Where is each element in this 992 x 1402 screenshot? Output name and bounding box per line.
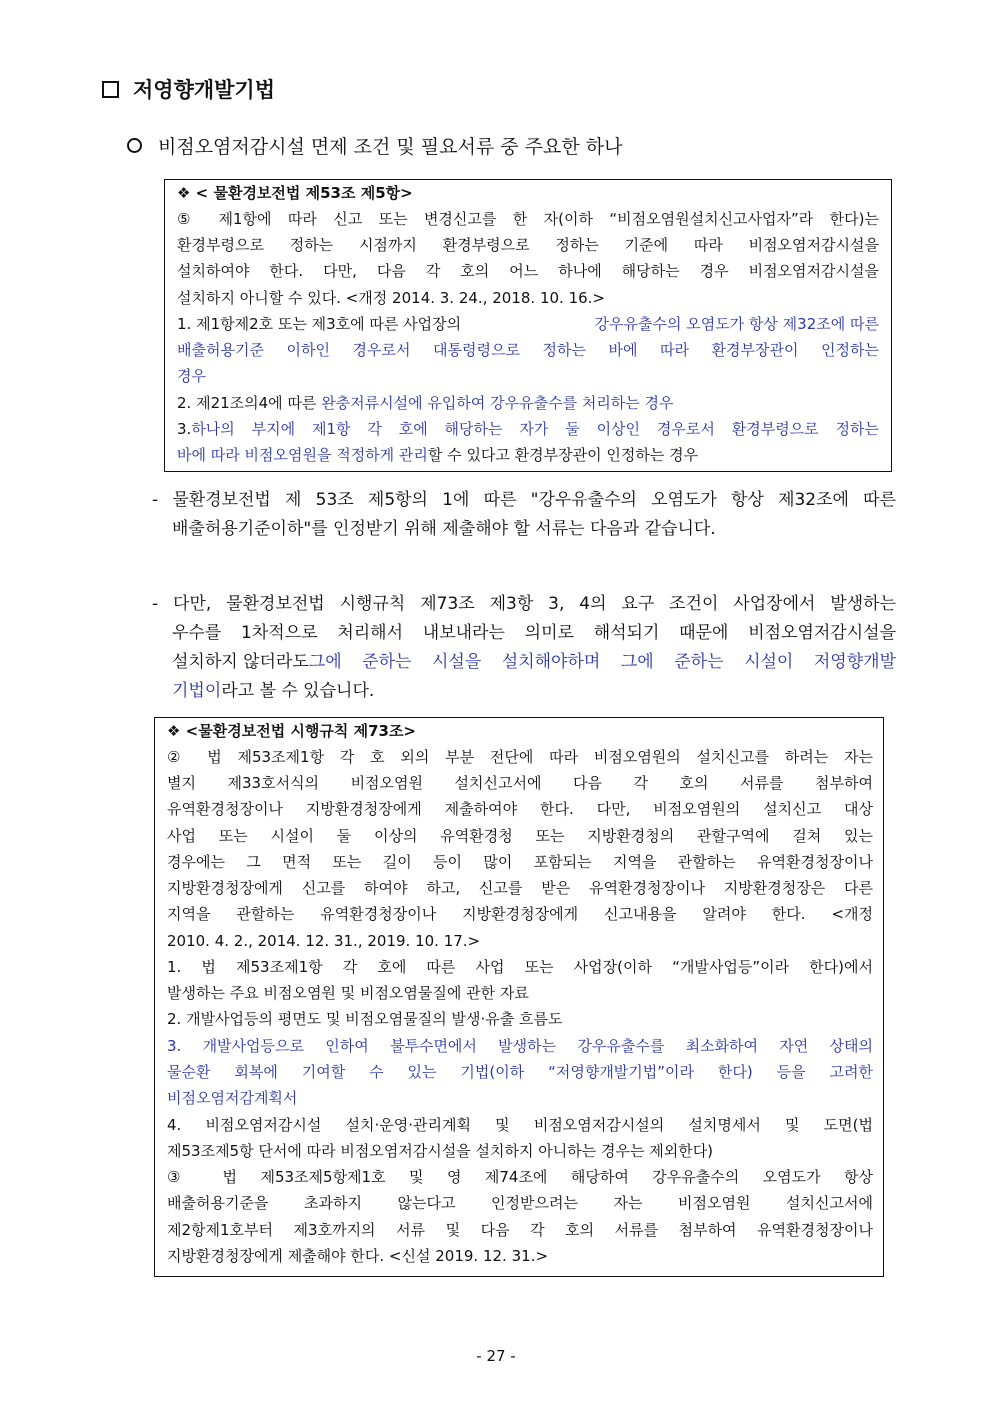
checkbox-square-icon (102, 81, 119, 98)
box-text-line: 지방환경청장에게 신고를 하여야 하고, 신고를 받은 유역환경청장이나 지방환경청장은 다른 (167, 879, 873, 897)
box-text-line: 경우에는 그 면적 또는 길이 등이 많이 포함되는 지역을 관할하는 유역환경청장이나 (167, 853, 873, 871)
box-text-line: 배출허용기준을 초과하지 않는다고 인정받으려는 자는 비점오염원 설치신고서에 (167, 1194, 873, 1212)
box-text-segment: 3. (177, 420, 192, 438)
highlighted-text: 비점오염저감계획서 (167, 1089, 298, 1107)
subsection-title-text: 비점오염저감시설 면제 조건 및 필요서류 중 주요한 하나 (158, 136, 623, 158)
box-text-segment: 2. 제21조의4에 따른 (177, 394, 322, 412)
law-excerpt-box-article53 (164, 179, 892, 472)
box-text-line: 4. 비점오염저감시설 설치·운영·관리계획 및 비점오염저감시설의 설치명세서 및 도면(법 (167, 1116, 873, 1134)
highlighted-text: 경우 (177, 367, 206, 385)
paragraph-line: 배출허용기준이하"를 인정받기 위해 제출해야 할 서류는 다음과 같습니다. (172, 519, 716, 539)
box-text-line: 2010. 4. 2., 2014. 12. 31., 2019. 10. 17.> (167, 932, 481, 950)
box-text-line: 제2항제1호부터 제3호까지의 서류 및 다음 각 호의 서류를 첨부하여 유역환경청장이나 (167, 1221, 873, 1239)
page-number: - 27 - (476, 1347, 516, 1365)
subsection-title (127, 132, 622, 159)
highlighted-text: 바에 따라 비점오염원을 적정하게 관리 (177, 446, 428, 464)
section-title (102, 74, 275, 104)
box-text-line: 지방환경청장에게 제출해야 한다. <신설 2019. 12. 31.> (167, 1247, 549, 1265)
highlighted-text: 그에 준하는 시설을 설치해야하며 그에 준하는 시설이 저영향개발 (308, 652, 896, 672)
paragraph-line: 우수를 1차적으로 처리해서 내보내라는 의미로 해석되기 때문에 비점오염저감시설을 (172, 623, 896, 643)
law-excerpt-box-article73 (154, 717, 884, 1277)
box-item-3-line (177, 416, 879, 442)
box-text-line: ③ 법 제53조제5항제1호 및 영 제74조에 해당하여 강우유출수의 오염도가 항상 (167, 1168, 873, 1186)
box-text-line: 사업 또는 시설이 둘 이상의 유역환경청 또는 지방환경청의 관할구역에 걸쳐 있는 (167, 827, 873, 845)
box-heading: ❖ <물환경보전법 시행규칙 제73조> (167, 722, 417, 740)
box-text-line: 별지 제33호서식의 비점오염원 설치신고서에 다음 각 호의 서류를 첨부하여 (167, 774, 873, 792)
box-item-3-line-cont (177, 442, 698, 468)
box-text-line: 설치하여야 한다. 다만, 다음 각 호의 어느 하나에 해당하는 경우 비점오염저감시설을 (177, 262, 879, 280)
section-title-text: 저영향개발기법 (133, 78, 276, 102)
box-text-line: 환경부령으로 정하는 시점까지 환경부령으로 정하는 기준에 따라 비점오염저감시설을 (177, 236, 879, 254)
box-heading: ❖ < 물환경보전법 제53조 제5항> (177, 184, 413, 202)
highlighted-text: 3. 개발사업등으로 인하여 불투수면에서 발생하는 강우유출수를 최소화하여 자연 상태의 (167, 1037, 873, 1055)
paragraph-text-segment: 설치하지 않더라도 (172, 652, 309, 672)
paragraph-line: - 다만, 물환경보전법 시행규칙 제73조 제3항 3, 4의 요구 조건이 사업장에서 발생하는 (152, 594, 896, 614)
box-text-line: 2. 개발사업등의 평면도 및 비점오염물질의 발생·유출 흐름도 (167, 1010, 563, 1028)
box-text-line: ⑤ 제1항에 따라 신고 또는 변경신고를 한 자(이하 “비점오염원설치신고사업자”라 한다)는 (177, 210, 879, 228)
paragraph-text-segment: 라고 볼 수 있습니다. (221, 681, 375, 701)
box-text-line: 발생하는 주요 비점오염원 및 비점오염물질에 관한 자료 (167, 984, 529, 1002)
highlighted-text: 하나의 부지에 제1항 각 호에 해당하는 자가 둘 이상인 경우로서 환경부령으로 정하는 (191, 420, 879, 438)
box-item-2-line (177, 390, 674, 416)
box-text-line: 제53조제5항 단서에 따라 비점오염저감시설을 설치하지 아니하는 경우는 제외한다) (167, 1142, 714, 1160)
box-text-segment: 할 수 있다고 환경부장관이 인정하는 경우 (427, 446, 699, 464)
highlighted-text: 강우유출수의 오염도가 항상 제32조에 따른 (594, 315, 879, 333)
paragraph-line: - 물환경보전법 제 53조 제5항의 1에 따른 "강우유출수의 오염도가 항상 제32조에 따른 (152, 490, 896, 510)
box-text-segment: 1. 제1항제2호 또는 제3호에 따른 사업장의 (177, 315, 462, 333)
highlighted-text: 배출허용기준 이하인 경우로서 대통령령으로 정하는 바에 따라 환경부장관이 인정하는 (177, 341, 879, 359)
highlighted-text: 물순환 회복에 기여할 수 있는 기법(이하 “저영향개발기법”이라 한다) 등을 고려한 (167, 1063, 873, 1081)
paragraph-line (172, 677, 374, 706)
highlighted-text: 완충저류시설에 유입하여 강우유출수를 처리하는 경우 (321, 394, 674, 412)
box-text-line: 1. 법 제53조제1항 각 호에 따른 사업 또는 사업장(이하 “개발사업등”이라 한다)에서 (167, 958, 873, 976)
box-text-line: 유역환경청장이나 지방환경청장에게 제출하여야 한다. 다만, 비점오염원의 설치신고 대상 (167, 800, 873, 818)
box-text-line: 설치하지 아니할 수 있다. <개정 2014. 3. 24., 2018. 10. 16.> (177, 289, 605, 307)
highlighted-text: 기법이 (172, 681, 222, 701)
circle-bullet-icon (127, 138, 142, 153)
box-item-1-line (177, 311, 879, 337)
box-text-line: ② 법 제53조제1항 각 호 외의 부분 전단에 따라 비점오염원의 설치신고를 하려는 자는 (167, 748, 873, 766)
box-text-line: 지역을 관할하는 유역환경청장이나 지방환경청장에게 신고내용을 알려야 한다. <개정 (167, 905, 873, 923)
paragraph-line (172, 648, 896, 677)
